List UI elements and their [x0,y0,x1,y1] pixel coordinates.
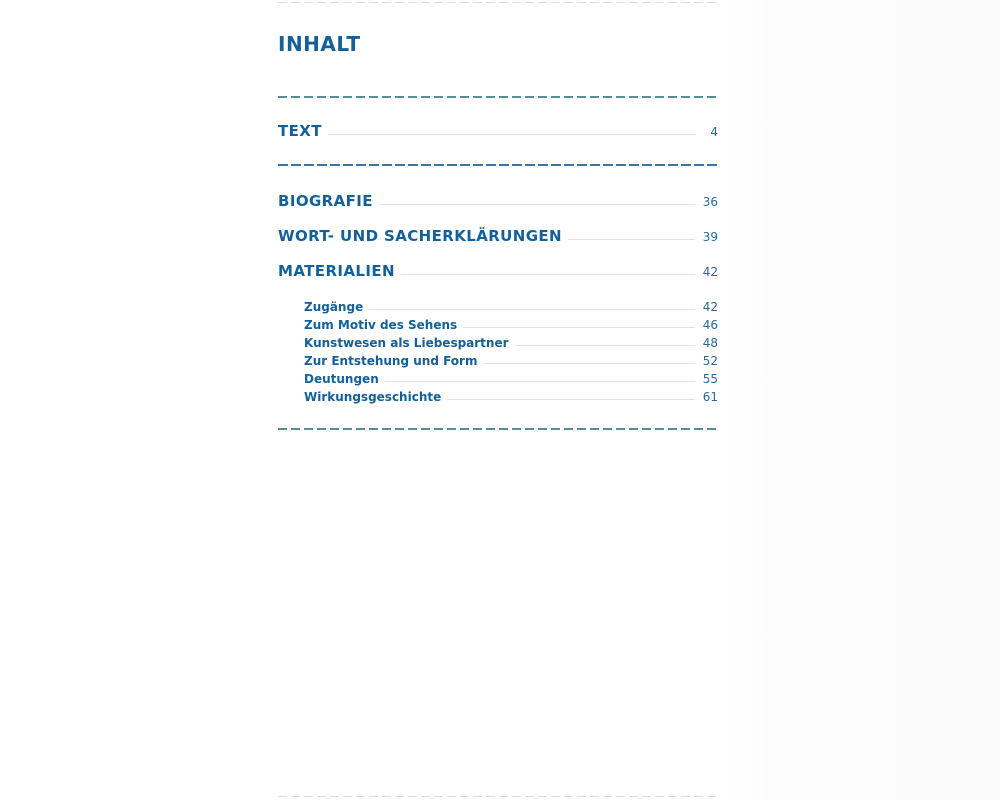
toc-entry-page-number: 4 [710,125,718,139]
bottom-dashed-divider [278,428,718,430]
toc-entry-text[interactable] [278,122,718,140]
toc-subentry-label: Zum Motiv des Sehens [304,318,458,332]
toc-subentry-zur-entstehung-und-form[interactable] [304,354,718,368]
toc-subentry-zum-motiv-des-sehens[interactable] [304,318,718,332]
toc-entry-biografie[interactable] [278,192,718,210]
toc-subentry-label: Deutungen [304,372,379,386]
dot-leader [568,239,695,240]
toc-subentry-label: Zugänge [304,300,364,314]
toc-subentry-label: Zur Entstehung und Form [304,354,478,368]
toc-subentry-page-number: 52 [702,354,718,368]
dot-leader [401,274,695,275]
dot-leader [379,204,695,205]
toc-entry-page-number: 36 [702,195,718,209]
dot-leader [385,381,695,382]
toc-subentry-page-number: 46 [702,318,718,332]
section-dashed-divider [278,164,718,166]
dot-leader [515,345,695,346]
toc-entry-page-number: 39 [702,230,718,244]
dot-leader [483,363,694,364]
page-margin-shade [720,0,1000,800]
toc-entry-label: WORT- UND SACHERKLÄRUNGEN [278,227,563,245]
dot-leader [463,327,695,328]
toc-entry-page-number: 42 [702,265,718,279]
toc-subentry-page-number: 55 [702,372,718,386]
toc-subentry-label: Kunstwesen als Liebespartner [304,336,509,350]
toc-entry-wort-und-sacherklaerungen[interactable] [278,227,718,245]
toc-subentry-page-number: 48 [702,336,718,350]
toc-subentry-wirkungsgeschichte[interactable] [304,390,718,404]
toc-entry-materialien[interactable] [278,262,718,280]
dot-leader [328,134,696,135]
top-dashed-divider [278,2,718,3]
page-footer-dashed-divider [278,796,718,797]
toc-subentry-zugaenge[interactable] [304,300,718,314]
toc-subentry-deutungen[interactable] [304,372,718,386]
table-of-contents-page [278,0,718,800]
page-title: INHALT [278,32,361,56]
toc-subentry-kunstwesen-als-liebespartner[interactable] [304,336,718,350]
toc-subentry-page-number: 42 [702,300,718,314]
toc-entry-label: TEXT [278,122,322,140]
dot-leader [369,309,695,310]
dot-leader [447,399,694,400]
toc-subentry-label: Wirkungsgeschichte [304,390,442,404]
title-dashed-divider [278,96,718,98]
toc-subentry-page-number: 61 [702,390,718,404]
toc-entry-label: MATERIALIEN [278,262,395,280]
toc-entry-label: BIOGRAFIE [278,192,373,210]
